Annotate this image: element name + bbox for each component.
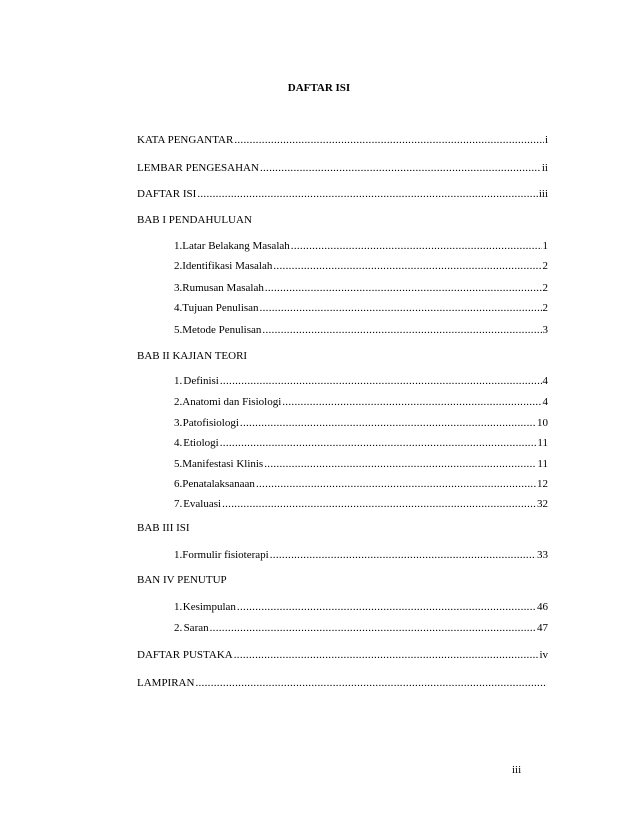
page-title: DAFTAR ISI <box>287 82 351 94</box>
dot-leader <box>234 133 544 147</box>
toc-subentry-page: 2 <box>542 302 548 314</box>
toc-entry-kata-pengantar <box>137 133 548 147</box>
toc-subentry-label: Anatomi dan Fisiologi <box>182 396 282 408</box>
toc-subentry-label: Etiologi <box>183 437 219 449</box>
toc-subentry <box>174 477 548 491</box>
toc-subentry-label: Saran <box>183 622 209 634</box>
dot-leader <box>260 301 542 315</box>
dot-leader <box>234 648 539 662</box>
toc-subentry <box>174 600 548 614</box>
dot-leader <box>262 323 541 337</box>
toc-subentry-number: 5. <box>174 324 183 336</box>
toc-entry-daftar-pustaka <box>137 648 548 662</box>
toc-subentry <box>174 621 548 635</box>
toc-subentry-number: 2. <box>174 622 183 634</box>
dot-leader <box>197 187 538 201</box>
toc-entry-page: iv <box>539 649 548 661</box>
toc-entry-daftar-isi <box>137 187 548 201</box>
toc-subentry-number: 1. <box>174 549 183 561</box>
toc-subentry-page: 32 <box>537 498 548 510</box>
toc-subentry <box>174 457 548 471</box>
toc-entry-label: LEMBAR PENGESAHAN <box>137 162 259 174</box>
toc-entry-lampiran <box>137 676 548 690</box>
toc-subentry <box>174 497 548 511</box>
toc-entry-label: DAFTAR ISI <box>137 188 197 200</box>
toc-subentry-number: 2. <box>174 396 183 408</box>
toc-entry-page: ii <box>541 162 548 174</box>
toc-subentry-page: 47 <box>537 622 548 634</box>
toc-subentry-number: 3. <box>174 282 183 294</box>
toc-subentry-page: 4 <box>542 375 548 387</box>
toc-subentry <box>174 395 548 409</box>
toc-entry-label: KATA PENGANTAR <box>137 134 234 146</box>
dot-leader <box>291 239 542 253</box>
toc-subentry-page: 46 <box>537 601 548 613</box>
toc-subentry-label: Manifestasi Klinis <box>182 458 264 470</box>
toc-subentry-number: 6. <box>174 478 183 490</box>
dot-leader <box>240 416 536 430</box>
toc-subentry-page: 33 <box>537 549 548 561</box>
toc-subentry-number: 1. <box>174 240 183 252</box>
toc-entry-page: iii <box>538 188 548 200</box>
dot-leader <box>220 374 542 388</box>
toc-subentry-label: Latar Belakang Masalah <box>182 240 290 252</box>
toc-subentry-label: Patofisiologi <box>182 417 239 429</box>
toc-subentry-page: 11 <box>537 458 548 470</box>
toc-subentry-number: 1. <box>174 375 183 387</box>
toc-subentry-label: Formulir fisioterapi <box>182 549 269 561</box>
dot-leader <box>220 436 537 450</box>
toc-subentry-page: 3 <box>542 324 548 336</box>
dot-leader <box>210 621 536 635</box>
dot-leader <box>264 457 536 471</box>
toc-subentry <box>174 548 548 562</box>
dot-leader <box>273 259 541 273</box>
toc-entry-lembar-pengesahan <box>137 161 548 175</box>
toc-subentry-number: 2. <box>174 260 183 272</box>
toc-chapter-heading: BAB I PENDAHULUAN <box>137 214 252 226</box>
toc-subentry-page: 11 <box>537 437 548 449</box>
toc-subentry-label: Rumusan Masalah <box>182 282 264 294</box>
toc-subentry-label: Definisi <box>183 375 219 387</box>
toc-subentry-number: 5. <box>174 458 183 470</box>
toc-subentry-number: 3. <box>174 417 183 429</box>
toc-subentry-number: 7. <box>174 498 183 510</box>
dot-leader <box>222 497 536 511</box>
toc-subentry-number: 1. <box>174 601 183 613</box>
toc-entry-page: i <box>544 134 548 146</box>
dot-leader <box>256 477 536 491</box>
toc-subentry-page: 4 <box>542 396 548 408</box>
toc-subentry-page: 1 <box>542 240 548 252</box>
toc-subentry <box>174 374 548 388</box>
toc-subentry-page: 12 <box>537 478 548 490</box>
toc-subentry-page: 10 <box>537 417 548 429</box>
toc-subentry-number: 4. <box>174 437 183 449</box>
toc-subentry-label: Identifikasi Masalah <box>182 260 273 272</box>
dot-leader <box>265 281 542 295</box>
toc-entry-label: LAMPIRAN <box>137 677 195 689</box>
toc-subentry-label: Tujuan Penulisan <box>182 302 259 314</box>
toc-subentry <box>174 416 548 430</box>
toc-chapter-heading: BAB III ISI <box>137 522 190 534</box>
toc-subentry <box>174 239 548 253</box>
toc-subentry-label: Metode Penulisan <box>182 324 262 336</box>
toc-subentry-number: 4. <box>174 302 183 314</box>
toc-subentry <box>174 259 548 273</box>
toc-subentry-label: Evaluasi <box>183 498 222 510</box>
toc-entry-label: DAFTAR PUSTAKA <box>137 649 233 661</box>
toc-chapter-heading: BAB II KAJIAN TEORI <box>137 350 248 362</box>
dot-leader <box>282 395 541 409</box>
toc-subentry <box>174 436 548 450</box>
toc-subentry-page: 2 <box>542 260 548 272</box>
toc-subentry <box>174 323 548 337</box>
dot-leader <box>260 161 541 175</box>
footer-page-number: iii <box>512 764 522 776</box>
dot-leader <box>237 600 536 614</box>
toc-subentry-label: Kesimpulan <box>182 601 236 613</box>
toc-chapter-heading: BAN IV PENUTUP <box>137 574 227 586</box>
toc-subentry <box>174 281 548 295</box>
toc-subentry-label: Penatalaksanaan <box>182 478 255 490</box>
dot-leader <box>195 676 547 690</box>
dot-leader <box>270 548 536 562</box>
toc-subentry <box>174 301 548 315</box>
toc-subentry-page: 2 <box>542 282 548 294</box>
